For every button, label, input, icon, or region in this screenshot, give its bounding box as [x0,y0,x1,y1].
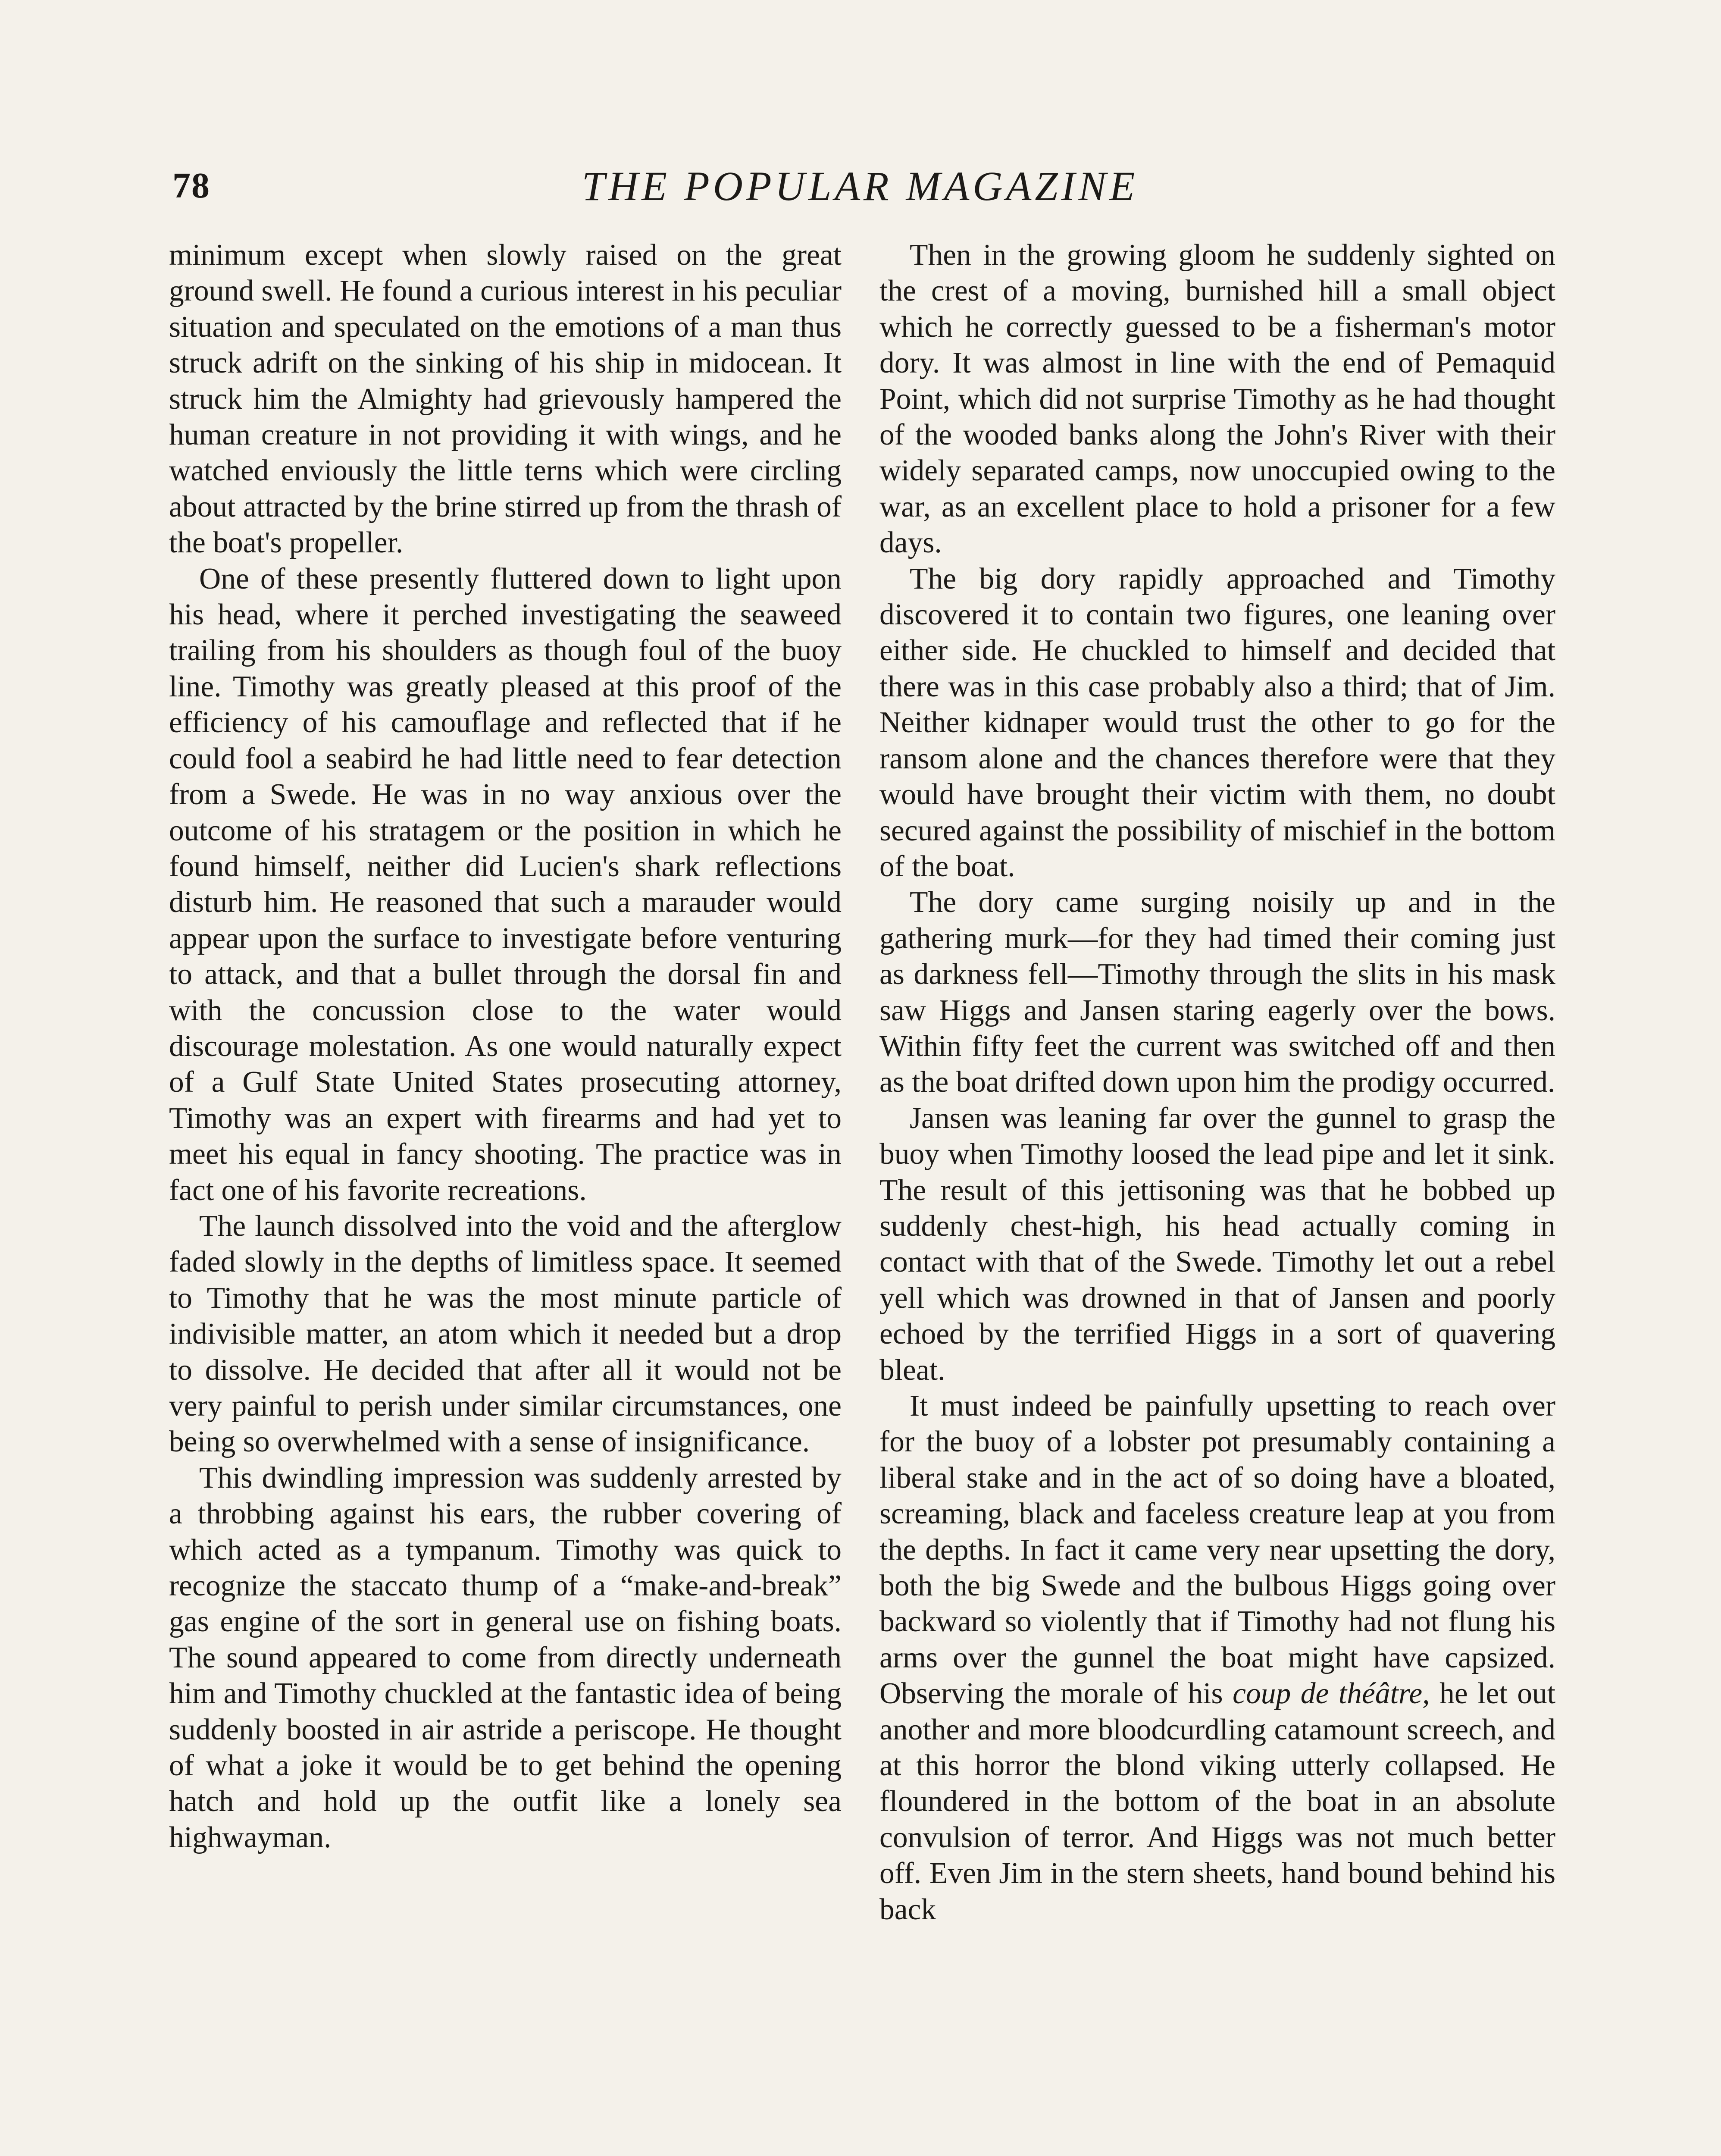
page-number: 78 [172,166,210,206]
paragraph-text: It must indeed be painfully upsetting to reach over for the buoy of a lobster pot presumably containing a liberal stake and in the act of so doing have a bloated, screaming, black and faceless creature leap at you from the depths. In fact it came very near upsetting the dory, both the big Swede and the bulbous Higgs going over backward so violently that if Timothy had not flung his arms over the gunnel the boat might have capsized. Observing the morale of his [879,1389,1555,1711]
paragraph: Jansen was leaning far over the gunnel to grasp the buoy when Timothy loosed the lead pipe and let it sink. The result of this jettisoning was that he bobbed up suddenly chest-high, his head actually coming in contact with that of the Swede. Timothy let out a rebel yell which was drowned in that of Jansen and poorly echoed by the terrified Higgs in a sort of quavering bleat. [879,1101,1555,1387]
paragraph: This dwindling impression was suddenly arrested by a throbbing against his ears, the rubber covering of which acted as a tympanum. Timothy was quick to recognize the staccato thump of a “make-and-break” gas engine of the sort in general use on fishing boats. The sound appeared to come from directly underneath him and Timothy chuckled at the fantastic idea of being suddenly boosted in air astride a periscope. He thought of what a joke it would be to get behind the opening hatch and hold up the outfit like a lonely sea highwayman. [169,1461,842,1854]
paragraph: Then in the growing gloom he suddenly sighted on the crest of a moving, burnished hill a small object which he correctly guessed to be a fisherman's motor dory. It was almost in line with the end of Pemaquid Point, which did not surprise Timothy as he had thought of the wooded banks along the John's River with their widely separated camps, now unoccupied owing to the war, as an excellent place to hold a prisoner for a few days. [879,238,1555,560]
paragraph: The dory came surging noisily up and in the gathering murk—for they had timed their coming just as darkness fell—Timothy through the slits in his mask saw Higgs and Jansen staring eagerly over the bows. Within fifty feet the current was switched off and then as the boat drifted down upon him the prodigy occurred. [879,886,1555,1099]
paragraph: One of these presently fluttered down to light upon his head, where it perched investigating the seaweed trailing from his shoulders as though foul of the buoy line. Timothy was greatly pleased at this proof of the efficiency of his camouflage and reflected that if he could fool a seabird he had little need to fear detection from a Swede. He was in no way anxious over the outcome of his stratagem or the position in which he found himself, neither did Lucien's shark reflections disturb him. He reasoned that such a marauder would appear upon the surface to investigate before venturing to attack, and that a bullet through the dorsal fin and with the concussion close to the water would discourage molestation. As one would naturally expect of a Gulf State United States prosecuting attorney, Timothy was an expert with firearms and had yet to meet his equal in fancy shooting. The practice was in fact one of his favorite recreations. [169,562,842,1207]
paragraph-text: he let out another and more bloodcurdling catamount screech, and at this horror the blond viking utterly collapsed. He floundered in the bottom of the boat in an absolute convulsion of terror. And Higgs was not much better off. Even Jim in the stern sheets, hand bound behind his back [879,1677,1556,1926]
page-header [164,156,1556,216]
paragraph [879,1388,1555,1927]
paragraph: The launch dissolved into the void and the afterglow faded slowly in the depths of limitless space. It seemed to Timothy that he was the most minute particle of indivisible matter, an atom which it needed but a drop to dissolve. He decided that after all it would not be very painful to perish under similar circumstances, one being so overwhelmed with a sense of insignificance. [169,1209,842,1459]
paragraph: minimum except when slowly raised on the great ground swell. He found a curious interest in his peculiar situation and speculated on the emotions of a man thus struck adrift on the sinking of his ship in midocean. It struck him the Almighty had grievously hampered the human creature in not providing it with wings, and he watched enviously the little terns which were circling about attracted by the brine stirred up from the thrash of the boat's propeller. [169,238,842,560]
paragraph: The big dory rapidly approached and Timothy discovered it to contain two figures, one leaning over either side. He chuckled to himself and decided that there was in this case probably also a third; that of Jim. Neither kidnaper would trust the other to go for the ransom alone and the chances therefore were that they would have brought their victim with them, no doubt secured against the possibility of mischief in the bottom of the boat. [879,562,1555,883]
left-column [169,237,842,1855]
italic-phrase: coup de théâtre, [1233,1677,1430,1711]
right-column [879,237,1555,1927]
running-head: THE POPULAR MAGAZINE [582,163,1139,209]
